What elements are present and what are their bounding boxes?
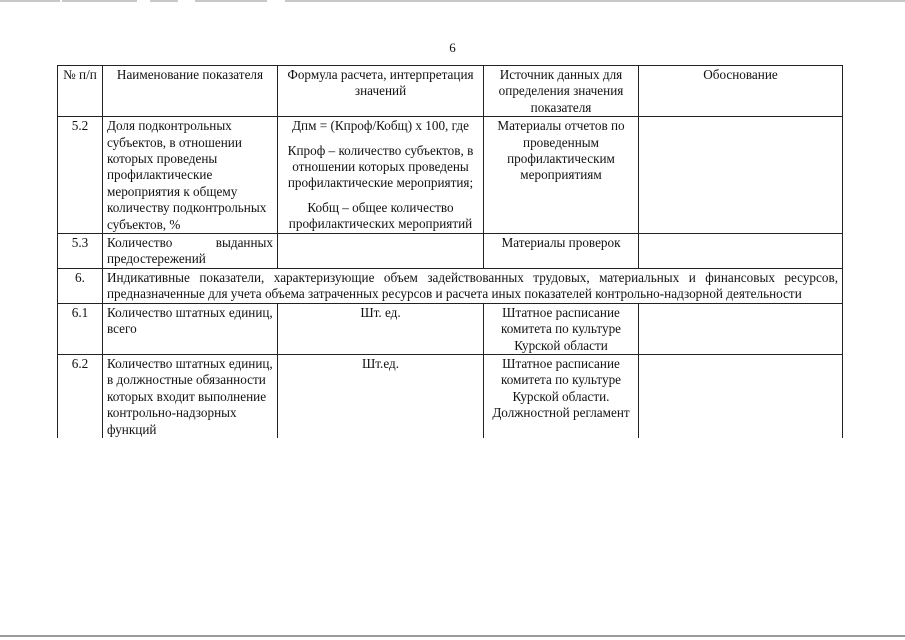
header-no: № п/п — [58, 66, 103, 117]
row-formula: Шт.ед. — [278, 354, 484, 438]
indicators-table — [57, 65, 843, 438]
scan-artifact-bottom — [0, 635, 905, 637]
row-basis — [639, 117, 843, 234]
section-row — [58, 268, 843, 303]
table-row — [58, 117, 843, 234]
row-formula — [278, 117, 484, 234]
row-no: 6.2 — [58, 354, 103, 438]
row-basis — [639, 234, 843, 269]
row-name: Количество штатных единиц, всего — [103, 303, 278, 354]
header-name: Наименование показателя — [103, 66, 278, 117]
header-formula: Формула расчета, интерпретация значений — [278, 66, 484, 117]
row-source: Штатное расписание комитета по культуре Курской области — [484, 303, 639, 354]
section-no: 6. — [58, 268, 103, 303]
table-row — [58, 303, 843, 354]
row-formula: Шт. ед. — [278, 303, 484, 354]
row-name: Количество штатных единиц, в должностные обязанности которых входит выполнение контрольно-надзорных функций — [103, 354, 278, 438]
header-source: Источник данных для определения значения показателя — [484, 66, 639, 117]
formula-expression: Дпм = (Кпроф/Кобщ) х 100, где — [292, 118, 469, 134]
row-no: 5.2 — [58, 117, 103, 234]
scan-artifact-top — [0, 0, 905, 3]
page-number: 6 — [449, 40, 456, 55]
row-basis — [639, 303, 843, 354]
row-formula — [278, 234, 484, 269]
row-no: 6.1 — [58, 303, 103, 354]
row-source: Материалы отчетов по проведенным профилактическим мероприятиям — [484, 117, 639, 234]
row-source: Штатное расписание комитета по культуре Курской области. Должностной регламент — [484, 354, 639, 438]
table-row — [58, 354, 843, 438]
formula-definition-kprof: Кпроф – количество субъектов, в отношении которых проведены профилактические мероприятия; — [287, 142, 474, 191]
table-header-row — [58, 66, 843, 117]
header-basis: Обоснование — [639, 66, 843, 117]
table-row — [58, 234, 843, 269]
row-name: Доля подконтрольных субъектов, в отношении которых проведены профилактические мероприятия к общему количеству подконтрольных субъектов, % — [103, 117, 278, 234]
section-title: Индикативные показатели, характеризующие объем задействованных трудовых, материальных и финансовых ресурсов, предназначенные для учета объема затраченных ресурсов и расчета иных показателей контрольно-надзорной деятельности — [103, 268, 843, 303]
row-no: 5.3 — [58, 234, 103, 269]
row-source: Материалы проверок — [484, 234, 639, 269]
row-name: Количество выданных предостережений — [103, 234, 278, 269]
formula-definition-kobsch: Кобщ – общее количество профилактических мероприятий — [288, 199, 473, 232]
row-basis — [639, 354, 843, 438]
